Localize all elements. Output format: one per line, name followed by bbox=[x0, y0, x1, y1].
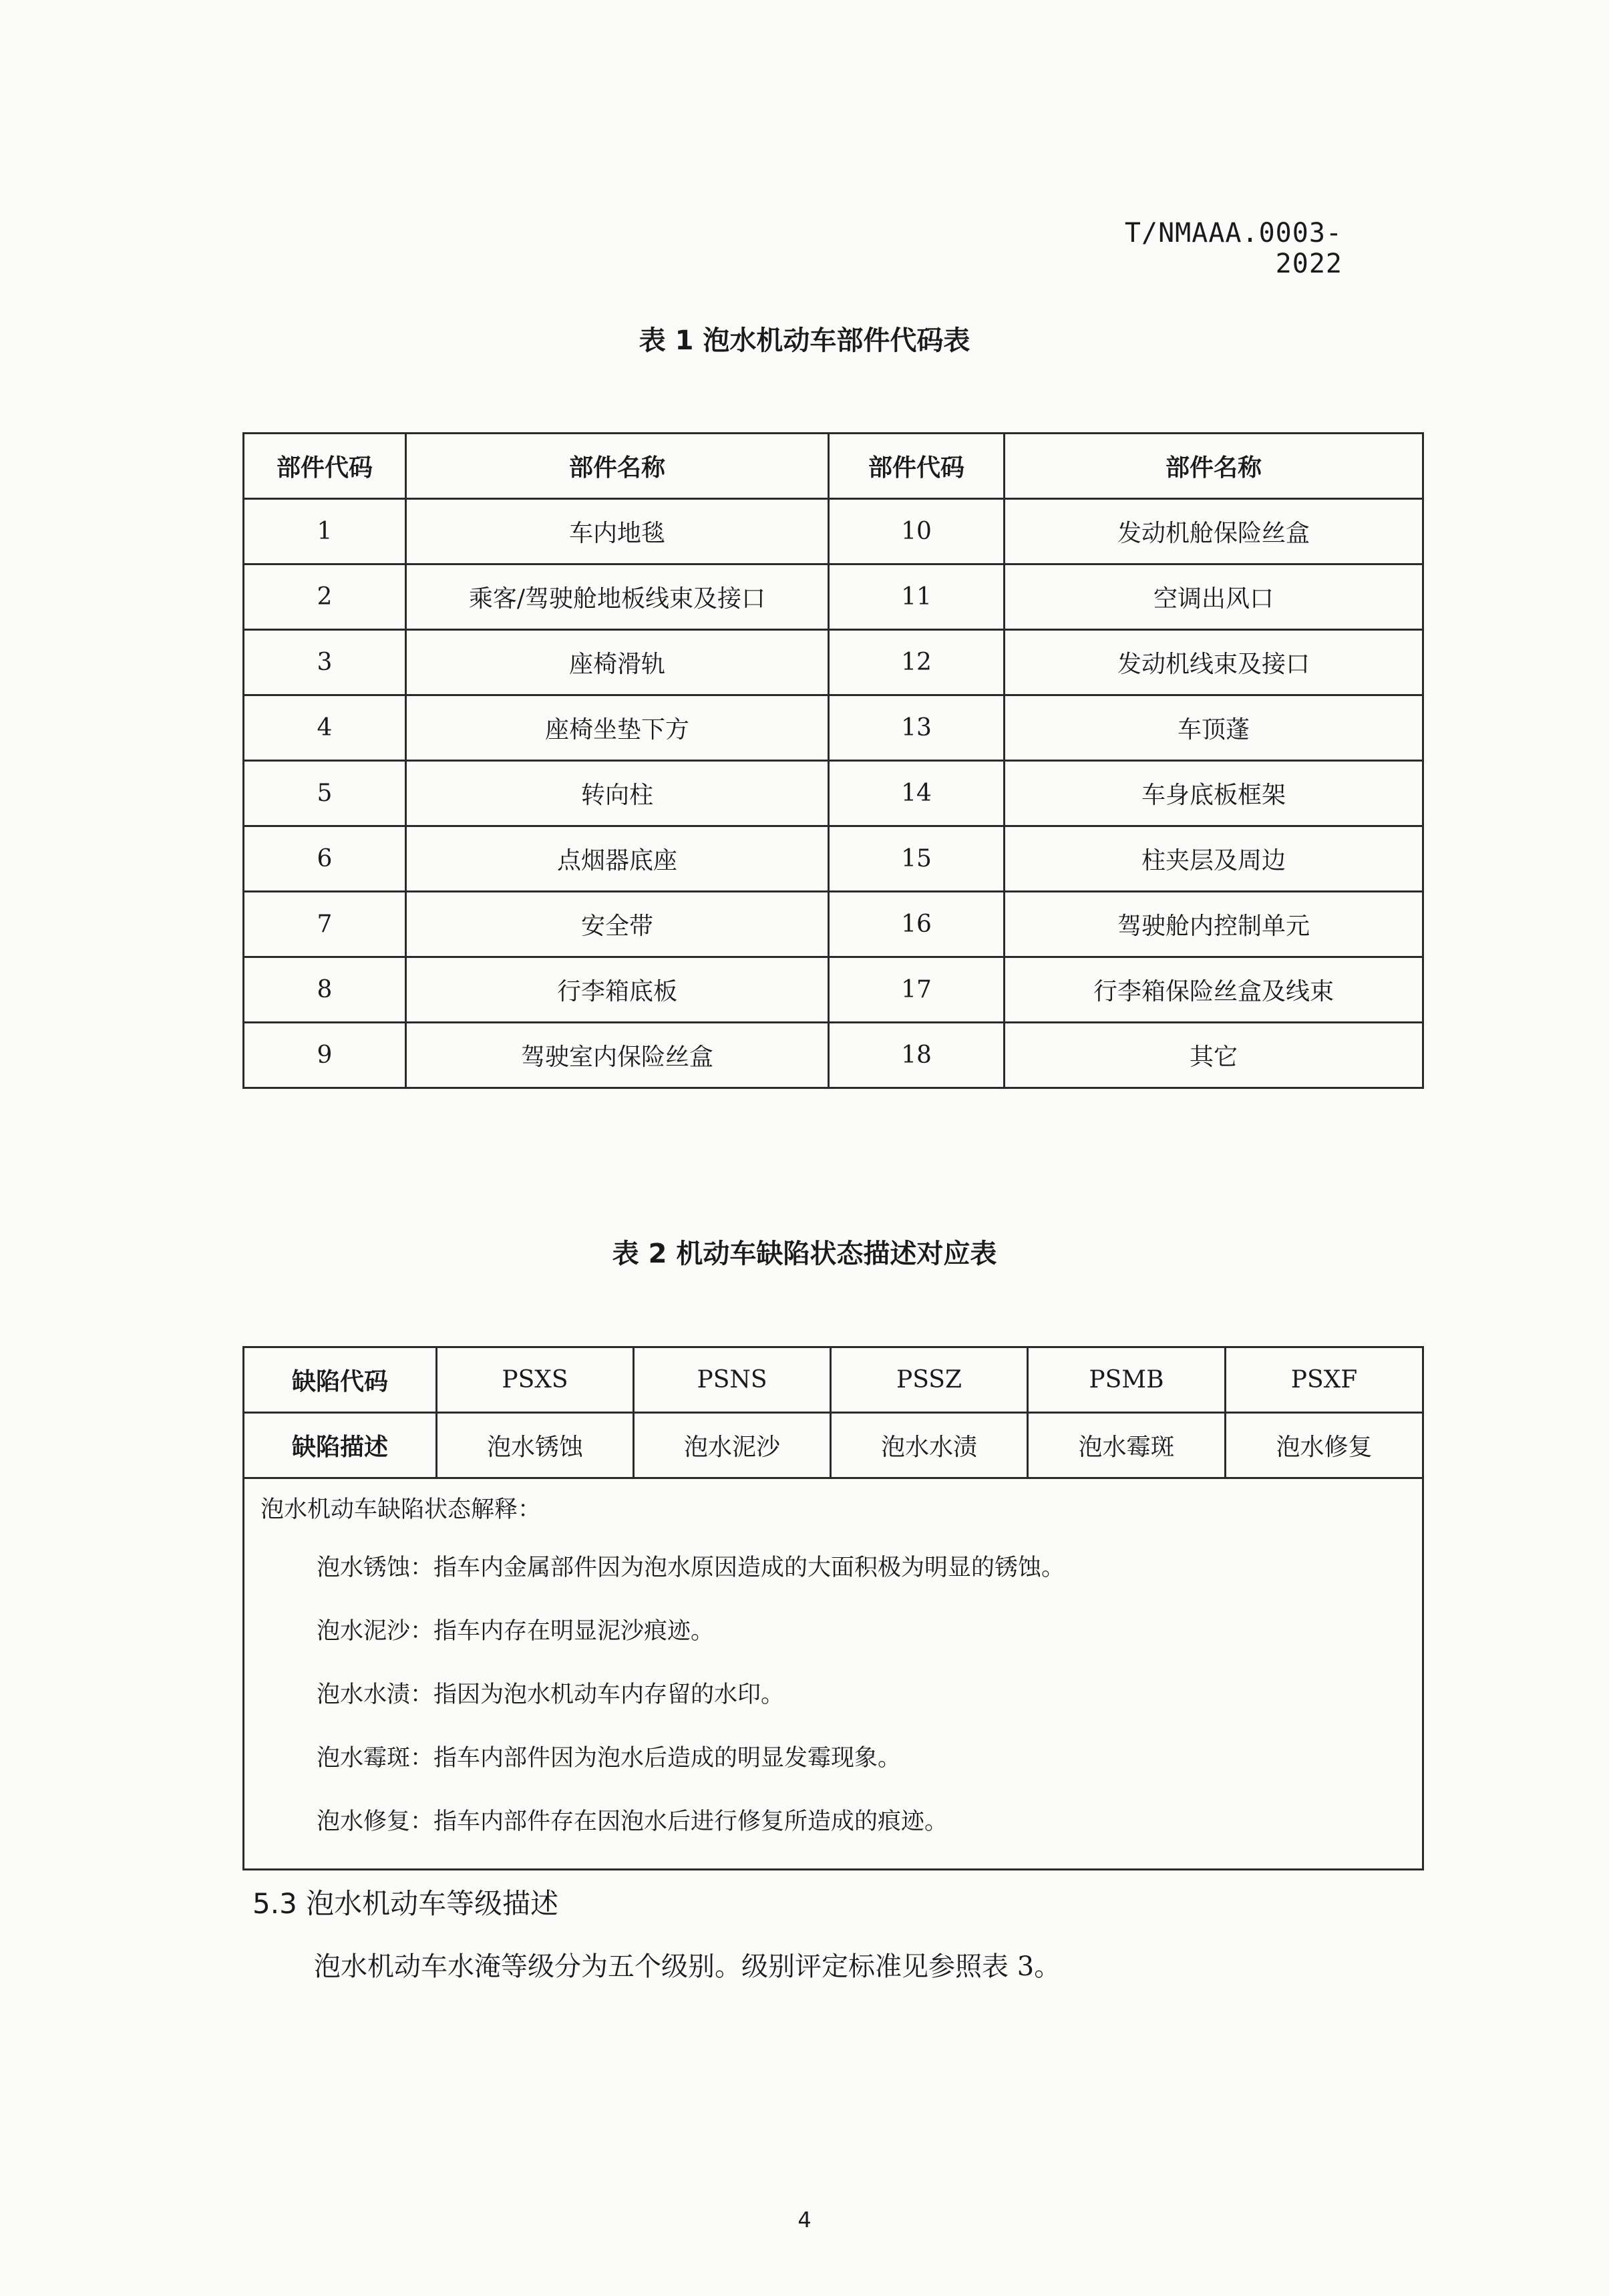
part-code: 9 bbox=[244, 1023, 406, 1088]
defect-desc: 泡水泥沙 bbox=[634, 1413, 831, 1478]
part-name: 座椅坐垫下方 bbox=[406, 695, 829, 761]
parts-code-table bbox=[242, 432, 1424, 1089]
part-code: 2 bbox=[244, 564, 406, 630]
part-code: 15 bbox=[829, 826, 1005, 892]
part-code: 16 bbox=[829, 892, 1005, 957]
part-code: 18 bbox=[829, 1023, 1005, 1088]
part-name: 其它 bbox=[1005, 1023, 1423, 1088]
table-row bbox=[244, 761, 1423, 826]
note-line: 泡水修复：指车内部件存在因泡水后进行修复所造成的痕迹。 bbox=[317, 1808, 948, 1835]
table-header-row bbox=[244, 434, 1423, 499]
defect-code-label: 缺陷代码 bbox=[244, 1347, 437, 1413]
part-name: 车顶蓬 bbox=[1005, 695, 1423, 761]
part-name: 驾驶舱内控制单元 bbox=[1005, 892, 1423, 957]
note-line: 泡水锈蚀：指车内金属部件因为泡水原因造成的大面积极为明显的锈蚀。 bbox=[317, 1554, 1065, 1581]
part-code: 1 bbox=[244, 499, 406, 564]
table-row bbox=[244, 499, 1423, 564]
part-code: 8 bbox=[244, 957, 406, 1023]
part-name: 行李箱底板 bbox=[406, 957, 829, 1023]
defect-status-table bbox=[242, 1346, 1424, 1870]
defect-code: PSXS bbox=[437, 1347, 634, 1413]
header-part-name: 部件名称 bbox=[1005, 434, 1423, 499]
defect-desc-row bbox=[244, 1413, 1423, 1478]
table-row bbox=[244, 892, 1423, 957]
defect-code: PSMB bbox=[1028, 1347, 1226, 1413]
table-row bbox=[244, 695, 1423, 761]
note-line: 泡水水渍：指因为泡水机动车内存留的水印。 bbox=[317, 1681, 785, 1708]
part-code: 14 bbox=[829, 761, 1005, 826]
part-name: 转向柱 bbox=[406, 761, 829, 826]
table-row bbox=[244, 630, 1423, 695]
part-code: 3 bbox=[244, 630, 406, 695]
part-code: 17 bbox=[829, 957, 1005, 1023]
part-name: 车身底板框架 bbox=[1005, 761, 1423, 826]
defect-desc-label: 缺陷描述 bbox=[244, 1413, 437, 1478]
part-name: 柱夹层及周边 bbox=[1005, 826, 1423, 892]
part-name: 车内地毯 bbox=[406, 499, 829, 564]
part-code: 5 bbox=[244, 761, 406, 826]
part-code: 7 bbox=[244, 892, 406, 957]
part-name: 安全带 bbox=[406, 892, 829, 957]
defect-code: PSNS bbox=[634, 1347, 831, 1413]
note-line: 泡水泥沙：指车内存在明显泥沙痕迹。 bbox=[317, 1618, 715, 1645]
section-heading: 5.3 泡水机动车等级描述 bbox=[252, 1887, 559, 1920]
defect-notes-cell bbox=[244, 1478, 1423, 1870]
part-code: 13 bbox=[829, 695, 1005, 761]
part-name: 发动机舱保险丝盒 bbox=[1005, 499, 1423, 564]
header-part-name: 部件名称 bbox=[406, 434, 829, 499]
defect-desc: 泡水锈蚀 bbox=[437, 1413, 634, 1478]
part-name: 行李箱保险丝盒及线束 bbox=[1005, 957, 1423, 1023]
part-code: 12 bbox=[829, 630, 1005, 695]
table-row bbox=[244, 564, 1423, 630]
table1-caption: 表 1 泡水机动车部件代码表 bbox=[639, 325, 970, 356]
table-row bbox=[244, 1023, 1423, 1088]
table2-caption: 表 2 机动车缺陷状态描述对应表 bbox=[612, 1239, 997, 1269]
page-number: 4 bbox=[797, 2207, 812, 2233]
header-part-code: 部件代码 bbox=[829, 434, 1005, 499]
header-part-code: 部件代码 bbox=[244, 434, 406, 499]
part-name: 点烟器底座 bbox=[406, 826, 829, 892]
part-name: 空调出风口 bbox=[1005, 564, 1423, 630]
part-code: 11 bbox=[829, 564, 1005, 630]
defect-desc: 泡水水渍 bbox=[831, 1413, 1028, 1478]
defect-notes-row bbox=[244, 1478, 1423, 1870]
part-name: 驾驶室内保险丝盒 bbox=[406, 1023, 829, 1088]
section-paragraph: 泡水机动车水淹等级分为五个级别。级别评定标准见参照表 3。 bbox=[314, 1951, 1061, 1982]
document-code: T/NMAAA.0003-2022 bbox=[1124, 218, 1343, 279]
defect-code: PSSZ bbox=[831, 1347, 1028, 1413]
part-code: 6 bbox=[244, 826, 406, 892]
part-name: 乘客/驾驶舱地板线束及接口 bbox=[406, 564, 829, 630]
table-row bbox=[244, 957, 1423, 1023]
part-name: 座椅滑轨 bbox=[406, 630, 829, 695]
notes-title: 泡水机动车缺陷状态解释： bbox=[260, 1496, 542, 1523]
table-row bbox=[244, 826, 1423, 892]
defect-code: PSXF bbox=[1226, 1347, 1423, 1413]
defect-desc: 泡水修复 bbox=[1226, 1413, 1423, 1478]
part-code: 4 bbox=[244, 695, 406, 761]
defect-code-row bbox=[244, 1347, 1423, 1413]
part-name: 发动机线束及接口 bbox=[1005, 630, 1423, 695]
note-line: 泡水霉斑：指车内部件因为泡水后造成的明显发霉现象。 bbox=[317, 1745, 902, 1772]
part-code: 10 bbox=[829, 499, 1005, 564]
defect-desc: 泡水霉斑 bbox=[1028, 1413, 1226, 1478]
